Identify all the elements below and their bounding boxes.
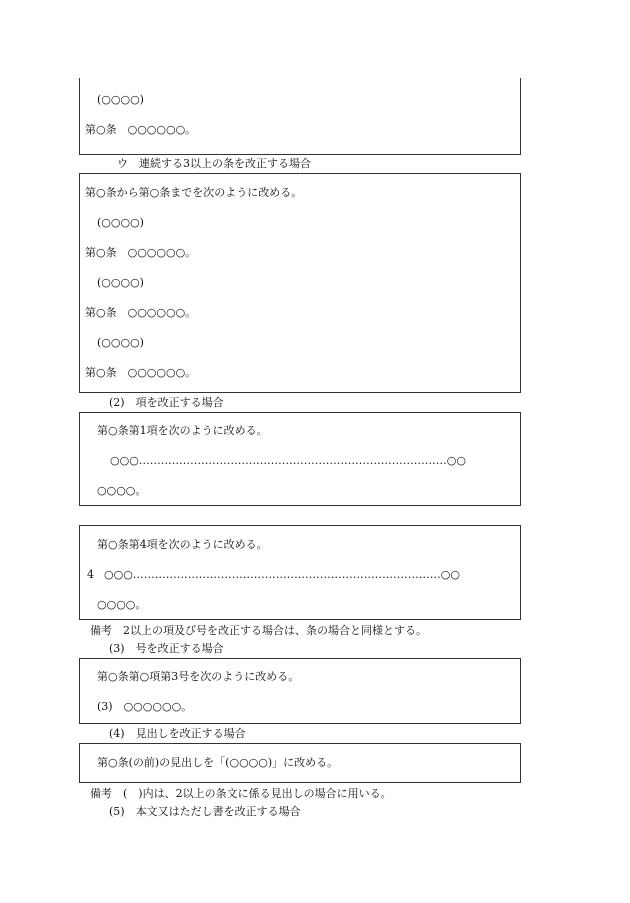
section-4-heading: (4) 見出しを改正する場合	[109, 727, 246, 740]
section-3-heading: (3) 号を改正する場合	[109, 642, 224, 655]
article-line: 第○条 ○○○○○○。	[85, 246, 197, 259]
continued-amendment-box	[79, 78, 521, 155]
body-text-line: ○○○…………………………………………………………………………○○	[104, 568, 460, 581]
instruction-line: 第○条第○項第3号を次のように改める。	[97, 670, 300, 683]
instruction-line: 第○条第4項を次のように改める。	[97, 538, 268, 551]
caption-paren: (○○○○)	[97, 93, 144, 106]
caption-amend-box	[79, 743, 521, 783]
section-5-heading: (5) 本文又はただし書を改正する場合	[109, 805, 301, 818]
intro-line: 第○条から第○条までを次のように改める。	[85, 186, 303, 199]
article-line: 第○条 ○○○○○○。	[85, 306, 197, 319]
article-line: 第○条 ○○○○○○。	[85, 123, 197, 136]
section-2-note: 備考 2以上の項及び号を改正する場合は、条の場合と同様とする。	[90, 624, 427, 637]
section-u-box	[79, 173, 521, 393]
paragraph-amend-box-2	[79, 525, 521, 620]
section-2-heading: (2) 項を改正する場合	[109, 396, 224, 409]
section-u-heading: ウ 連続する3以上の条を改正する場合	[117, 157, 311, 170]
body-text-line: (3) ○○○○○○。	[97, 700, 193, 713]
caption-paren: (○○○○)	[97, 336, 144, 349]
instruction-line: 第○条第1項を次のように改める。	[97, 424, 268, 437]
caption-paren: (○○○○)	[97, 276, 144, 289]
paragraph-amend-box-1	[79, 412, 521, 506]
paragraph-number: 4	[87, 568, 94, 581]
section-4-note: 備考 ( )内は、2以上の条文に係る見出しの場合に用いる。	[90, 787, 392, 800]
caption-paren: (○○○○)	[97, 216, 144, 229]
instruction-line: 第○条(の前)の見出しを「(○○○○)」に改める。	[97, 756, 339, 769]
body-text-line: ○○○○。	[97, 598, 147, 611]
article-line: 第○条 ○○○○○○。	[85, 366, 197, 379]
body-text-line: ○○○○。	[97, 484, 147, 497]
item-amend-box	[79, 658, 521, 724]
body-text-line: ○○○…………………………………………………………………………○○	[110, 454, 466, 467]
